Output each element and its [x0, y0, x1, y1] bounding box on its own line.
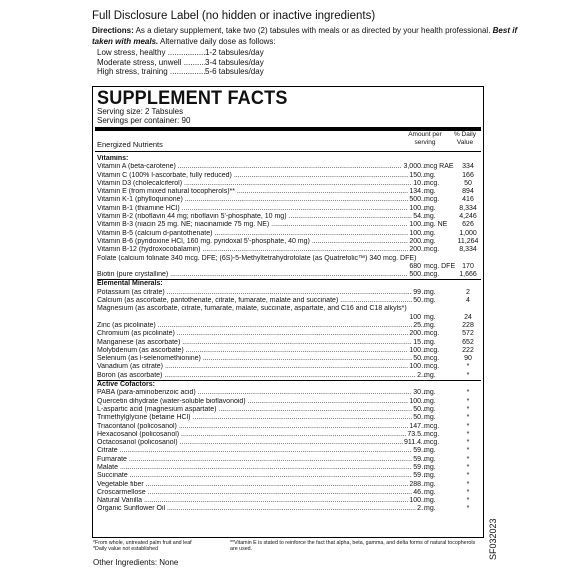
nutrient-row	[97, 398, 481, 406]
nutrient-daily-value: *	[466, 505, 470, 513]
nutrient-amount: 100	[409, 397, 421, 405]
nutrient-daily-value: 24	[464, 313, 472, 321]
nutrient-amount: 911.4	[404, 439, 421, 447]
nutrient-row	[97, 255, 481, 272]
nutrient-unit: mcg.	[424, 422, 440, 430]
nutrient-unit: mg.	[424, 497, 436, 505]
nutrient-name: Biotin (pure crystalline) .....	[97, 271, 427, 279]
nutrient-unit: mg.	[424, 505, 436, 513]
footnote-left: *From whole, untreated palm fruit and leaf *Daily value not established	[93, 540, 192, 552]
section-label: Vitamins:	[97, 155, 129, 162]
nutrient-name: Triacontanol (policosanol) .....	[97, 423, 427, 431]
section-header	[97, 380, 481, 389]
nutrient-daily-value: *	[466, 422, 470, 430]
nutrient-amount: 680	[409, 262, 421, 270]
nutrient-row	[97, 389, 481, 397]
nutrient-amount: 100	[409, 346, 421, 354]
nutrient-unit: mg.	[424, 463, 436, 471]
nutrient-amount: 2	[417, 371, 421, 379]
nutrient-amount: 50	[413, 355, 421, 363]
directions-text-2: Alternative daily dose as follows:	[158, 37, 276, 46]
nutrient-unit: mcg.	[424, 246, 440, 254]
nutrient-row	[97, 423, 481, 431]
nutrient-unit: mg.	[424, 371, 436, 379]
nutrient-name: Quercetin dihydrate (water-soluble bioflavonoid) .....	[97, 398, 427, 406]
nutrient-name: Calcium (as ascorbate, pantothenate, citrate, fumarate, malate and succinate) .....	[97, 297, 427, 305]
nutrient-unit: mg.	[424, 313, 436, 321]
nutrient-name: Boron (as ascorbate) .....	[97, 372, 427, 380]
nutrient-row	[97, 489, 481, 497]
nutrient-amount: 15	[413, 338, 421, 346]
dose-label: Moderate stress, unwell .....	[97, 58, 205, 68]
nutrient-daily-value: *	[466, 455, 470, 463]
nutrient-row	[97, 205, 481, 213]
other-ingredients: Other Ingredients: None	[93, 558, 179, 567]
nutrient-unit: mcg.	[424, 179, 440, 187]
section-label: Active Cofactors:	[97, 381, 155, 389]
nutrient-unit: mg.	[424, 447, 436, 455]
nutrient-unit: mcg.	[424, 196, 440, 204]
nutrient-daily-value: 416	[462, 196, 474, 204]
nutrient-name: Croscarmellose .....	[97, 489, 427, 497]
nutrient-amount: 100	[409, 497, 421, 505]
nutrient-amount: 500	[409, 196, 421, 204]
nutrient-row	[97, 456, 481, 464]
nutrient-unit: mg.	[424, 237, 436, 245]
nutrient-daily-value: 11,264	[457, 237, 479, 245]
nutrient-row	[97, 305, 481, 322]
nutrient-unit: mcg.	[424, 330, 440, 338]
nutrient-name: Selenium (as l-selenomethionine) .....	[97, 355, 427, 363]
nutrient-row	[97, 297, 481, 305]
nutrient-amount: 100	[409, 229, 421, 237]
nutrient-unit: mg.	[424, 321, 436, 329]
nutrient-row	[97, 163, 481, 171]
nutrient-row	[97, 497, 481, 505]
nutrient-name: Vitamin E (from mixed natural tocopherols)** .....	[97, 188, 427, 196]
nutrient-unit: mg.	[424, 338, 436, 346]
nutrient-name: Hexacosanol (policosanol) .....	[97, 431, 427, 439]
nutrient-unit: mcg.	[424, 439, 440, 447]
nutrient-name: Trimethylglycine (betaine HCl) .....	[97, 414, 427, 422]
column-header-amount: Amount per serving	[408, 131, 442, 146]
nutrient-name: Chromium (as picolinate) .....	[97, 330, 427, 338]
nutrient-name: Folate (calcium folinate 340 mcg. DFE; (6S)-5-Methyltetrahydrofolate (as Quatrefolic™) 340 mcg. DFE)	[97, 254, 417, 262]
nutrient-amount: 10	[413, 179, 421, 187]
directions-emphasis: Best if taken with meals.	[92, 26, 518, 46]
nutrient-unit: mg.	[424, 472, 436, 480]
nutrient-unit: mcg.	[424, 355, 440, 363]
column-header-daily-value: % Daily Value	[453, 131, 477, 146]
nutrient-daily-value: *	[466, 472, 470, 480]
section-header	[97, 155, 481, 163]
dose-row	[97, 48, 264, 58]
nutrient-amount: 150	[409, 171, 421, 179]
nutrient-row	[97, 505, 481, 513]
nutrient-unit: mcg.	[424, 363, 440, 371]
nutrient-row	[97, 481, 481, 489]
nutrient-daily-value: *	[466, 439, 470, 447]
nutrient-unit: mg.	[424, 229, 436, 237]
nutrient-amount: 54	[413, 213, 421, 221]
nutrient-row	[97, 406, 481, 414]
nutrient-daily-value: 50	[464, 179, 472, 187]
nutrient-daily-value: *	[466, 447, 470, 455]
supplement-facts-panel	[92, 86, 484, 538]
nutrient-daily-value: 2	[466, 288, 470, 296]
nutrient-name: Vitamin D3 (cholecalciferol) .....	[97, 180, 427, 188]
nutrient-row	[97, 188, 481, 196]
nutrient-row	[97, 472, 481, 480]
nutrient-daily-value: *	[466, 463, 470, 471]
nutrient-row	[97, 347, 481, 355]
nutrient-amount: 200	[409, 246, 421, 254]
nutrient-row	[97, 355, 481, 363]
nutrient-row	[97, 271, 481, 279]
nutrient-row	[97, 221, 481, 229]
nutrient-name: Molybdenum (as ascorbate) .....	[97, 347, 427, 355]
nutrient-amount: 46	[413, 488, 421, 496]
nutrient-name: Succinate .....	[97, 472, 427, 480]
nutrient-name: Vanadium (as citrate) .....	[97, 363, 427, 371]
nutrient-daily-value: 334	[462, 163, 474, 171]
directions-text	[92, 25, 532, 47]
nutrient-daily-value: *	[466, 389, 470, 397]
nutrient-row	[97, 414, 481, 422]
nutrient-amount: 100	[409, 313, 421, 321]
nutrient-amount: 59	[413, 455, 421, 463]
serving-info	[97, 108, 190, 125]
nutrient-name: Citrate .....	[97, 447, 427, 455]
nutrient-daily-value: 8,334	[459, 204, 477, 212]
nutrient-name: Manganese (as ascorbate) .....	[97, 339, 427, 347]
nutrient-unit: mg.	[424, 405, 436, 413]
nutrient-row	[97, 330, 481, 338]
nutrient-unit: mcg RAE	[424, 163, 454, 171]
nutrient-name: Vitamin B-1 (thiamine HCl) .....	[97, 205, 427, 213]
nutrient-unit: mcg.	[424, 271, 440, 279]
directions-text-1: As a dietary supplement, take two (2) tabsules with meals or as directed by your health professional.	[133, 26, 493, 35]
nutrient-name: Vitamin B-6 (pyridoxine HCl, 160 mg. pyridoxal 5'-phosphate, 40 mg) .....	[97, 238, 427, 246]
nutrient-daily-value: *	[466, 397, 470, 405]
nutrient-row	[97, 289, 481, 297]
nutrient-row	[97, 363, 481, 371]
nutrient-row	[97, 213, 481, 221]
nutrient-row	[97, 238, 481, 246]
nutrient-daily-value: *	[466, 480, 470, 488]
nutrient-name: Malate .....	[97, 464, 427, 472]
nutrient-row	[97, 431, 481, 439]
nutrient-name: Natural Vanilla .....	[97, 497, 427, 505]
section-header	[97, 279, 481, 288]
nutrient-daily-value: 1,000	[459, 229, 477, 237]
nutrient-amount: 59	[413, 472, 421, 480]
nutrient-daily-value: *	[466, 363, 470, 371]
nutrient-unit: mg.	[424, 297, 436, 305]
dose-row	[97, 58, 264, 68]
nutrient-unit: mcg. DFE	[424, 262, 456, 270]
nutrient-daily-value: 166	[462, 171, 474, 179]
nutrient-unit: mcg.	[424, 430, 440, 438]
nutrient-amount: 59	[413, 463, 421, 471]
label-title: Full Disclosure Label (no hidden or inactive ingredients)	[92, 10, 376, 22]
nutrient-name: Vitamin A (beta-carotene) .....	[97, 163, 427, 171]
nutrient-name: Zinc (as picolinate) .....	[97, 322, 427, 330]
nutrient-daily-value: *	[466, 488, 470, 496]
nutrient-amount: 73.5	[407, 430, 421, 438]
nutrient-daily-value: *	[466, 430, 470, 438]
nutrient-amount: 200	[409, 330, 421, 338]
servings-per-container: Servings per container: 90	[97, 115, 191, 125]
nutrient-daily-value: 170	[462, 262, 474, 270]
nutrient-row	[97, 180, 481, 188]
divider-thin	[95, 151, 481, 152]
nutrient-unit: mg.	[424, 171, 436, 179]
dose-label: High stress, training .....	[97, 67, 205, 77]
nutrient-unit: mg.	[424, 488, 436, 496]
dose-value: 3-4 tabsules/day	[205, 57, 264, 67]
nutrient-unit: mg.	[424, 288, 436, 296]
nutrient-unit: mcg.	[424, 346, 440, 354]
nutrient-name: L-aspartic acid (magnesium aspartate) .....	[97, 406, 427, 414]
nutrient-name: Vitamin B-2 (riboflavin 44 mg; riboflavin 5'-phosphate, 10 mg) .....	[97, 213, 427, 221]
nutrient-daily-value: 222	[462, 346, 474, 354]
nutrient-unit: mg.	[424, 480, 436, 488]
nutrient-name: Vitamin C (100% l-ascorbate, fully reduced) .....	[97, 172, 427, 180]
nutrient-row	[97, 172, 481, 180]
nutrient-row	[97, 439, 481, 447]
nutrient-name: Vitamin B-5 (calcium d-pantothenate) .....	[97, 230, 427, 238]
dose-row	[97, 67, 264, 77]
dose-label: Low stress, healthy .....	[97, 48, 205, 58]
nutrient-name: Fumarate .....	[97, 456, 427, 464]
nutrient-daily-value: 4,246	[459, 213, 477, 221]
nutrient-name: Vitamin B-3 (niacin 25 mg. NE; niacinamide 75 mg. NE) .....	[97, 221, 427, 229]
footnote-right: **Vitamin E is stated to reinforce the fact that alpha, beta, gamma, and delta forms of natural tocopherols are used.	[230, 540, 476, 552]
nutrient-amount: 50	[413, 405, 421, 413]
nutrient-name: Vitamin B-12 (hydroxocobalamin) .....	[97, 246, 427, 254]
column-header-nutrients: Energized Nutrients	[97, 140, 163, 149]
sku-code: SF032023	[488, 518, 498, 560]
nutrient-amount: 147	[409, 422, 421, 430]
nutrient-amount: 288	[409, 480, 421, 488]
dose-table	[97, 48, 264, 77]
nutrient-daily-value: 8,334	[459, 246, 477, 254]
nutrient-row	[97, 464, 481, 472]
nutrient-daily-value: 652	[462, 338, 474, 346]
nutrient-amount: 200	[409, 237, 421, 245]
nutrient-amount: 100	[409, 204, 421, 212]
nutrient-daily-value: 1,666	[459, 271, 477, 279]
nutrient-amount: 100	[409, 363, 421, 371]
nutrient-amount: 99	[413, 288, 421, 296]
nutrient-amount: 100	[409, 221, 421, 229]
directions-label: Directions:	[92, 26, 134, 35]
nutrient-row	[97, 447, 481, 455]
nutrient-row	[97, 339, 481, 347]
section-label: Elemental Minerals:	[97, 280, 163, 288]
nutrient-row	[97, 196, 481, 204]
nutrient-daily-value: 626	[462, 221, 474, 229]
nutrient-daily-value: *	[466, 497, 470, 505]
nutrient-name: Vegetable fiber .....	[97, 481, 427, 489]
nutrient-daily-value: 4	[466, 297, 470, 305]
nutrient-amount: 30	[413, 389, 421, 397]
nutrient-amount: 500	[409, 271, 421, 279]
nutrient-amount: 3,000	[403, 163, 421, 171]
nutrient-row	[97, 372, 481, 380]
nutrient-amount: 50	[413, 297, 421, 305]
nutrient-row	[97, 322, 481, 330]
nutrient-name: Vitamin K-1 (phylloquinone) .....	[97, 196, 427, 204]
nutrient-row	[97, 230, 481, 238]
nutrient-daily-value: *	[466, 371, 470, 379]
nutrient-unit: mg.	[424, 414, 436, 422]
nutrient-unit: mg. NE	[424, 221, 448, 229]
nutrient-daily-value: *	[466, 414, 470, 422]
panel-title: SUPPLEMENT FACTS	[97, 88, 288, 109]
nutrient-daily-value: *	[466, 405, 470, 413]
nutrient-amount: 50	[413, 414, 421, 422]
nutrient-name: Organic Sunflower Oil .....	[97, 505, 427, 513]
nutrient-amount: 25	[413, 321, 421, 329]
nutrient-daily-value: 228	[462, 321, 474, 329]
dose-value: 5-6 tabsules/day	[205, 67, 264, 76]
nutrient-unit: mg.	[424, 397, 436, 405]
nutrient-name: Octacosanol (policosanol) .....	[97, 439, 427, 447]
nutrient-unit: mg.	[424, 213, 436, 221]
dose-value: 1-2 tabsules/day	[205, 48, 264, 57]
nutrient-amount: 134	[409, 188, 421, 196]
nutrient-unit: mg.	[424, 455, 436, 463]
nutrient-rows	[97, 155, 481, 514]
nutrient-daily-value: 894	[462, 188, 474, 196]
nutrient-name: Potassium (as citrate) .....	[97, 289, 427, 297]
nutrient-name: Magnesium (as ascorbate, citrate, fumarate, malate, succinate, aspartate, and C16 and C18 alkyls*)	[97, 305, 407, 313]
nutrient-amount: 59	[413, 447, 421, 455]
nutrient-daily-value: 90	[464, 355, 472, 363]
nutrient-unit: mg.	[424, 204, 436, 212]
nutrient-daily-value: 572	[462, 330, 474, 338]
nutrient-row	[97, 246, 481, 254]
nutrient-unit: mg.	[424, 188, 436, 196]
nutrient-name: PABA (para-aminobenzoic acid) .....	[97, 389, 427, 397]
nutrient-amount: 2	[417, 505, 421, 513]
nutrient-unit: mg.	[424, 389, 436, 397]
serving-size: Serving size: 2 Tabsules	[97, 107, 184, 116]
